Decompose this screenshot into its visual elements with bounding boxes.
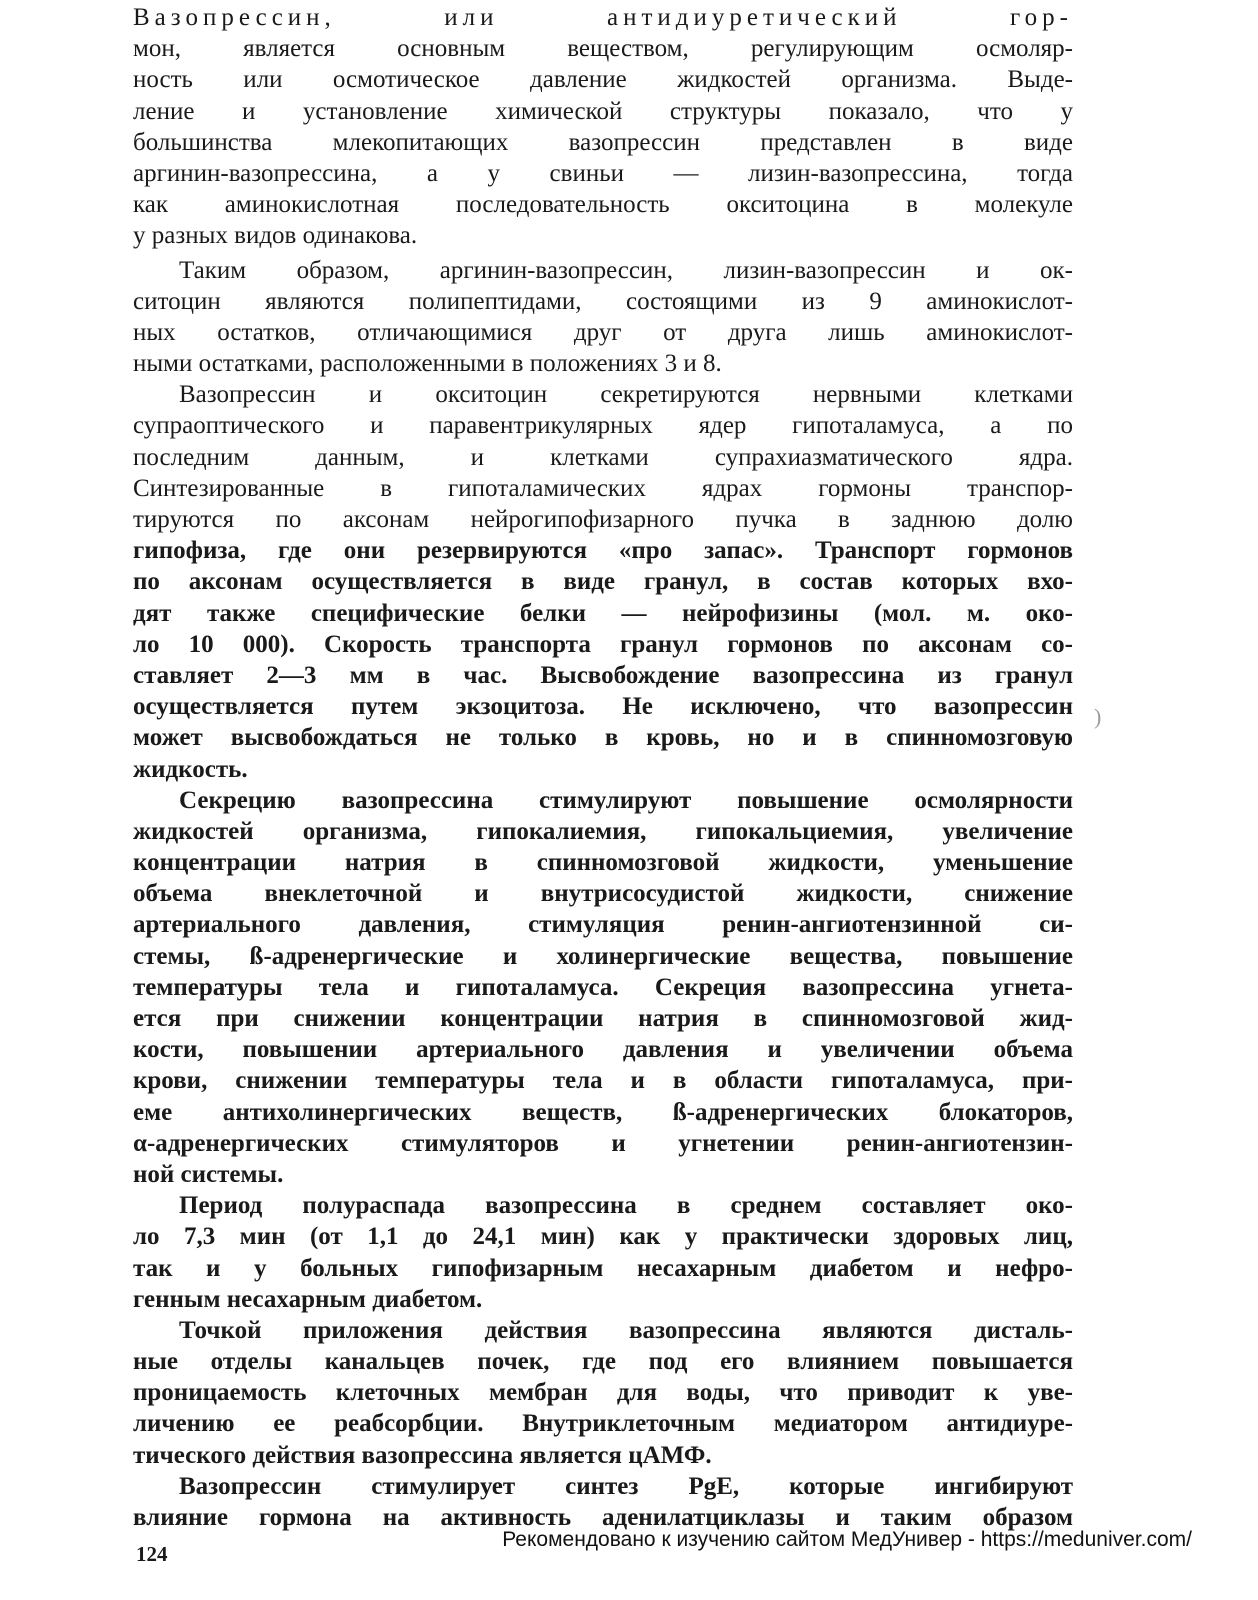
text-line: ной системы. <box>133 1160 284 1188</box>
text-line: жидкостей организма, гипокалиемия, гипокальциемия, увеличение <box>133 817 1073 845</box>
text-line: Период полураспада вазопрессина в среднем составляет око- <box>179 1192 1073 1220</box>
text-line: ситоцин являются полипептидами, состоящими из 9 аминокислот- <box>133 287 1073 315</box>
text-line: большинства млекопитающих вазопрессин представлен в виде <box>133 128 1073 156</box>
text-line: ло 7,3 мин (от 1,1 до 24,1 мин) как у практически здоровых лиц, <box>133 1223 1073 1251</box>
text-line: объема внеклеточной и внутрисосудистой жидкости, снижение <box>133 880 1073 908</box>
text-line: тического действия вазопрессина является цАМФ. <box>133 1441 712 1469</box>
text-line: гипофиза, где они резервируются «про запас». Транспорт гормонов <box>133 537 1073 565</box>
text-line: Секрецию вазопрессина стимулируют повышение осмолярности <box>179 786 1073 814</box>
text-line: Вазопрессин стимулирует синтез PgE, которые ингибируют <box>179 1472 1073 1500</box>
text-line: супраоптического и паравентрикулярных ядер гипоталамуса, а по <box>133 412 1073 440</box>
text-line: Таким образом, аргинин-вазопрессин, лизин-вазопрессин и ок- <box>179 256 1073 284</box>
text-line: α-адренергических стимуляторов и угнетении ренин-ангиотензин- <box>133 1129 1073 1157</box>
text-line: жидкость. <box>133 755 248 783</box>
text-line: концентрации натрия в спинномозговой жидкости, уменьшение <box>133 849 1073 877</box>
text-line: проницаемость клеточных мембран для воды, что приводит к уве- <box>133 1379 1073 1407</box>
text-line: влияние гормона на активность аденилатциклазы и таким образом <box>133 1504 1073 1531</box>
text-line: стемы, ß-адренергические и холинергические вещества, повышение <box>133 942 1073 970</box>
text-line: ставляет 2—3 мм в час. Высвобождение вазопрессина из гранул <box>133 661 1073 689</box>
text-line: ными остатками, расположенными в положениях 3 и 8. <box>133 350 722 378</box>
text-line: генным несахарным диабетом. <box>133 1285 483 1313</box>
text-line: тируются по аксонам нейрогипофизарного пучка в заднюю долю <box>133 506 1073 533</box>
text-line: Синтезированные в гипоталамических ядрах гормоны транспор- <box>133 474 1073 502</box>
text-line: может высвобождаться не только в кровь, но и в спинномозговую <box>133 724 1073 752</box>
text-line: так и у больных гипофизарным несахарным диабетом и нефро- <box>133 1254 1073 1282</box>
text-line: последним данным, и клетками супрахиазматического ядра. <box>133 443 1073 471</box>
book-page-text <box>133 2 1073 1533</box>
text-line: крови, снижении температуры тела и в области гипоталамуса, при- <box>133 1067 1073 1095</box>
text-line: по аксонам осуществляется в виде гранул, в состав которых вхо- <box>133 568 1073 596</box>
text-line: аргинин-вазопрессина, а у свиньи — лизин-вазопрессина, тогда <box>133 159 1073 187</box>
text-line: Вазопрессин и окситоцин секретируются нервными клетками <box>179 381 1073 409</box>
text-line: осуществляется путем экзоцитоза. Не исключено, что вазопрессин <box>133 693 1073 721</box>
text-line: ных остатков, отличающимися друг от друга лишь аминокислот- <box>133 318 1073 346</box>
text-line: ло 10 000). Скорость транспорта гранул гормонов по аксонам со- <box>133 630 1073 658</box>
text-line: ление и установление химической структуры показало, что у <box>133 97 1073 125</box>
text-line: температуры тела и гипоталамуса. Секреция вазопрессина угнета- <box>133 973 1073 1001</box>
text-line: личению ее реабсорбции. Внутриклеточным медиатором антидиуре- <box>133 1410 1073 1438</box>
text-line: как аминокислотная последовательность окситоцина в молекуле <box>133 191 1073 219</box>
text-line: кости, повышении артериального давления и увеличении объема <box>133 1036 1073 1064</box>
text-line: дят также специфические белки — нейрофизины (мол. м. око- <box>133 599 1073 627</box>
text-line: Вазопрессин, или антидиуретический гор- <box>133 4 1073 31</box>
text-line: Точкой приложения действия вазопрессина являются дисталь- <box>179 1316 1073 1344</box>
text-line: ется при снижении концентрации натрия в спинномозговой жид- <box>133 1005 1073 1032</box>
watermark-text: Рекомендовано к изучению сайтом МедУнивер - https://meduniver.com/ <box>502 1528 1192 1551</box>
text-line: ность или осмотическое давление жидкостей организма. Выде- <box>133 66 1073 94</box>
text-line: еме антихолинергических веществ, ß-адренергических блокаторов, <box>133 1098 1073 1126</box>
page-number: 124 <box>136 1542 168 1566</box>
text-line: у разных видов одинакова. <box>133 222 418 250</box>
text-line: артериального давления, стимуляция ренин-ангиотензинной си- <box>133 911 1073 939</box>
scan-edge-mark: ) <box>1094 704 1102 729</box>
text-line: ные отделы канальцев почек, где под его влиянием повышается <box>133 1348 1073 1376</box>
text-line: мон, является основным веществом, регулирующим осмоляр- <box>133 35 1073 63</box>
